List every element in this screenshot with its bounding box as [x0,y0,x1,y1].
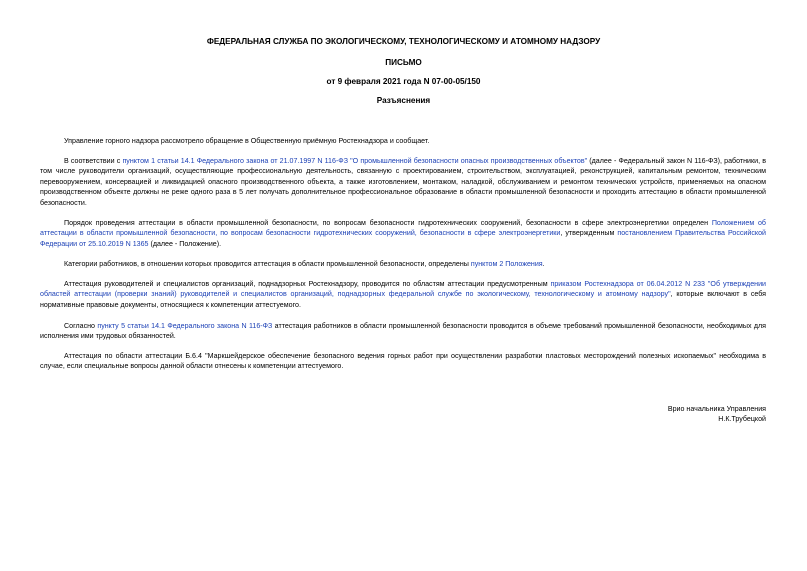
paragraph-2-post: (далее - Федеральный закон N 116-ФЗ), работники, в том числе руководители организаций, осуществляющие профессиональную деятельность, связанную с проектированием, строительством, эксплуатацией, реконструкцией, капитальным ремонтом, техническим перевооружением, консервацией и ликвидацией опасного производственного объекта, а также изготовлением, монтажом, наладкой, обслуживанием и ремонтом технических устройств, применяемых на опасном производственном объекте должны не реже одного раза в 5 лет получать дополнительное профессиональное образование в области промышленной безопасности и проходить аттестацию в области промышленной безопасности. [40,157,766,207]
paragraph-6-post: аттестация работников в области промышленной безопасности проводится в объеме требований промышленной безопасности, необходимых для исполнения ими трудовых обязанностей. [40,322,767,341]
document-subtitle: Разъяснения [376,96,431,105]
paragraph-7 [40,351,766,372]
paragraph-3-pre: Порядок проведения аттестации в области промышленной безопасности, по вопросам безопасности гидротехнических сооружений, безопасности в сфере электроэнергетики определен [64,219,712,227]
paragraph-4 [40,259,766,269]
paragraph-1 [40,136,766,146]
rostekhnadzor-order-233-link[interactable]: приказом Ростехнадзора от 06.04.2012 N 233 "Об утверждении областей аттестации (проверки знаний) руководителей и специалистов организаций, поднадзорных федеральной службе по экологическому, технологическому и атомному надзору" [40,280,766,299]
paragraph-6 [40,321,766,342]
law-116-fz-article-14-1-link[interactable]: пунктом 1 статьи 14.1 Федерального закона от 21.07.1997 N 116-ФЗ "О промышленной безопасности опасных производственных объектов" [122,157,588,165]
agency-title: ФЕДЕРАЛЬНАЯ СЛУЖБА ПО ЭКОЛОГИЧЕСКОМУ, ТЕХНОЛОГИЧЕСКОМУ И АТОМНОМУ НАДЗОРУ [206,37,601,46]
paragraph-7-text: Аттестация по области аттестации Б.6.4 "Маркшейдерское обеспечение безопасного ведения горных работ при осуществлении разработки пластовых месторождений полезных ископаемых" необходима в случае, если специальные вопросы данной области отнесены к компетенции аттестуемого. [40,352,766,371]
paragraph-5-post: , которые включают в себя нормативные правовые документы, относящиеся к компетенции аттестуемого. [40,290,766,309]
paragraph-3 [40,218,766,249]
paragraph-4-post: . [542,260,545,268]
signatory-name: Н.К.Трубецкой [718,415,766,423]
signatory-position: Врио начальника Управления [667,405,766,413]
law-116-fz-item-5-link[interactable]: пункту 5 статьи 14.1 Федерального закона N 116-ФЗ [97,322,273,330]
document-date-number: от 9 февраля 2021 года N 07-00-05/150 [326,77,481,86]
document-type: ПИСЬМО [385,58,422,67]
paragraph-3-post: (далее - Положение). [148,239,222,248]
paragraph-5-pre: Аттестация руководителей и специалистов организаций, поднадзорных Ростехнадзору, проводится по областям аттестации предусмотренным [64,280,551,288]
paragraph-6-pre: Согласно [64,322,98,330]
paragraph-5 [40,279,766,310]
regulation-item-2-link[interactable]: пунктом 2 Положения [470,260,543,268]
government-decree-1365-link[interactable]: постановлением Правительства Российской Федерации от 25.10.2019 N 1365 [40,229,766,248]
paragraph-3-mid: , утвержденным [560,229,618,238]
paragraph-2-pre: В соответствии с [64,157,123,165]
paragraph-4-pre: Категории работников, в отношении которых проводится аттестация в области промышленной безопасности, определены [64,260,471,268]
attestation-regulation-link[interactable]: Положением об аттестации в области промышленной безопасности, по вопросам безопасности гидротехнических сооружений, безопасности в сфере электроэнергетики [40,219,766,238]
paragraph-1-text: Управление горного надзора рассмотрело обращение в Общественную приёмную Ростехнадзора и сообщает. [64,137,430,145]
paragraph-2 [40,156,766,208]
